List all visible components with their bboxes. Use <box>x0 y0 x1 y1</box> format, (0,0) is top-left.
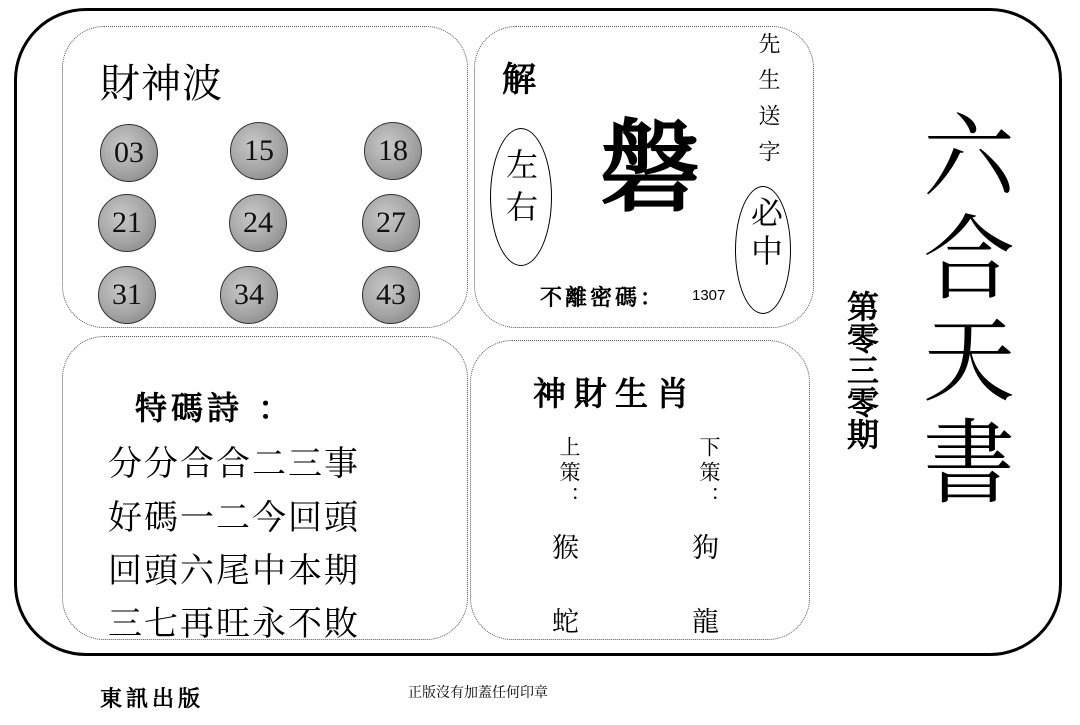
caishen-title: 財神波 <box>100 61 223 107</box>
number-ball: 34 <box>220 266 278 324</box>
notice: 正版沒有加蓋任何印章 <box>408 684 548 700</box>
number-ball: 15 <box>230 122 288 180</box>
issue-number: 第零三零期 <box>842 290 880 450</box>
number-ball: 03 <box>100 124 158 182</box>
lower-policy-label: 下策： <box>697 436 721 511</box>
poem-line: 回頭六尾中本期 <box>108 551 360 591</box>
upper-zodiac: 蛇 <box>552 607 579 638</box>
number-ball: 24 <box>229 194 287 252</box>
buli-value: 1307 <box>692 287 726 304</box>
main-title: 六合天書 <box>908 108 1015 516</box>
poem-panel <box>62 336 468 640</box>
number-ball: 31 <box>98 266 156 324</box>
poem-title: 特碼詩 ： <box>135 389 295 427</box>
left-right-text: 左右 <box>501 148 539 232</box>
number-ball: 21 <box>98 194 156 252</box>
buli-label: 不離密碼： <box>540 286 666 311</box>
gift-text: 先生送字 <box>755 32 780 176</box>
poem-line: 好碼一二今回頭 <box>108 498 360 538</box>
number-ball: 27 <box>362 194 420 252</box>
poem-line: 三七再旺永不敗 <box>108 604 360 644</box>
publisher: 東訊出版 <box>100 686 205 712</box>
poem-line: 分分合合二三事 <box>108 444 360 484</box>
lower-zodiac: 龍 <box>692 607 719 638</box>
upper-zodiac: 猴 <box>552 533 579 564</box>
lower-zodiac: 狗 <box>692 533 719 564</box>
upper-policy-label: 上策： <box>557 436 581 511</box>
zodiac-title: 神財生肖 <box>533 374 697 413</box>
riddle-label: 解 <box>502 60 536 100</box>
riddle-character: 磐 <box>600 109 700 226</box>
number-ball: 43 <box>362 266 420 324</box>
bizhong-text: 必中 <box>746 196 784 272</box>
number-ball: 18 <box>364 122 422 180</box>
